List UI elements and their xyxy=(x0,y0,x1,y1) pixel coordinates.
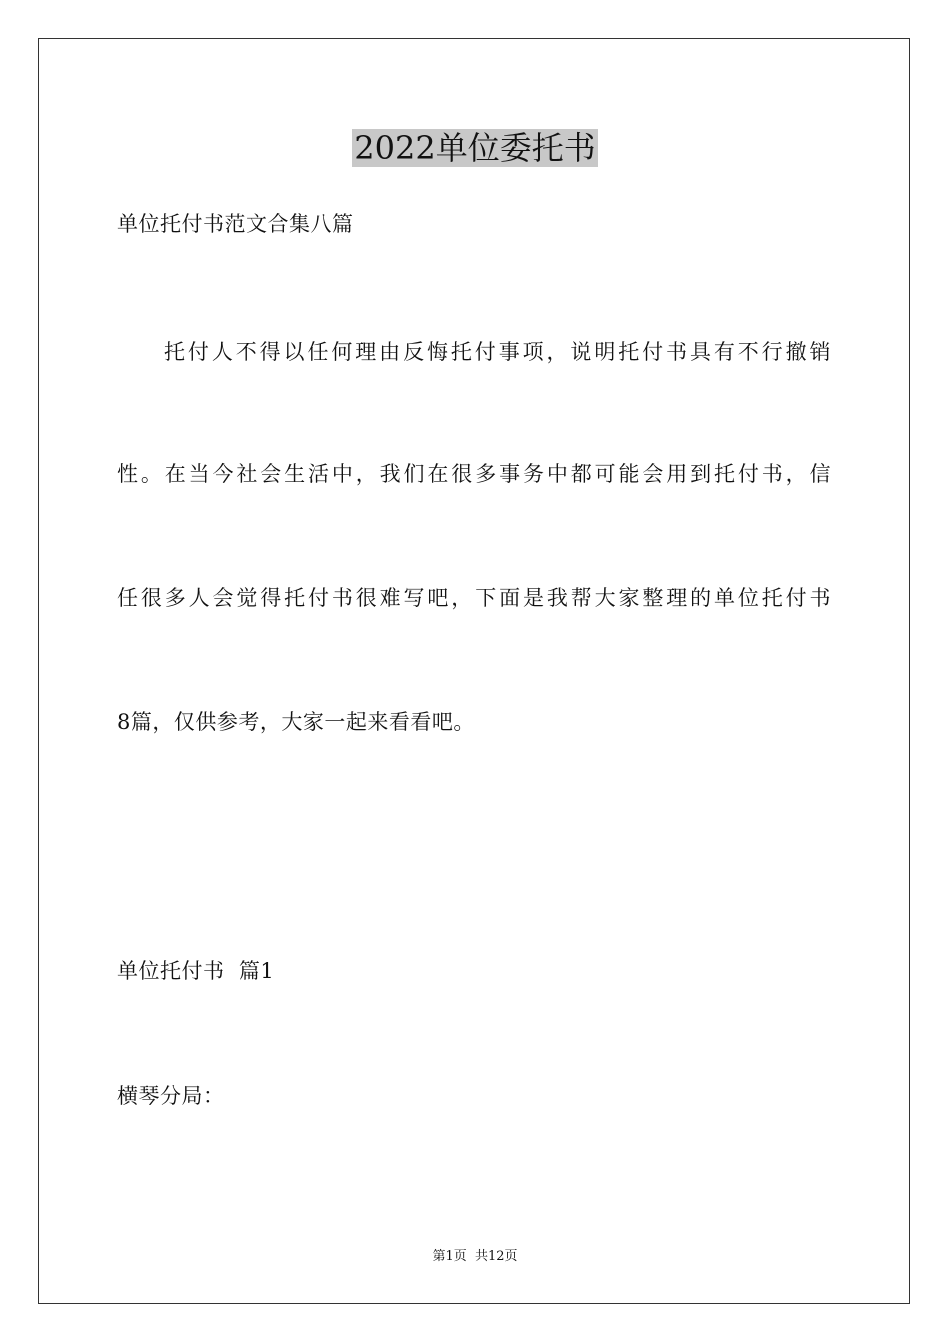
paragraph-line-3: 任很多人会觉得托付书很难写吧，下面是我帮大家整理的单位托付书 xyxy=(117,586,831,610)
section-heading: 单位托付书 篇1 xyxy=(117,959,275,983)
document-title xyxy=(0,128,950,168)
paragraph-line-1: 托付人不得以任何理由反悔托付事项，说明托付书具有不行撤销 xyxy=(164,340,831,364)
page-footer: 第1页 共12页 xyxy=(432,1249,518,1264)
salutation: 横琴分局： xyxy=(117,1084,225,1108)
title-text: 2022单位委托书 xyxy=(354,129,596,167)
paragraph-line-2: 性。在当今社会生活中，我们在很多事务中都可能会用到托付书，信 xyxy=(117,462,831,486)
paragraph-line-4: 8篇，仅供参考，大家一起来看看吧。 xyxy=(117,710,475,734)
document-subtitle: 单位托付书范文合集八篇 xyxy=(117,212,354,236)
